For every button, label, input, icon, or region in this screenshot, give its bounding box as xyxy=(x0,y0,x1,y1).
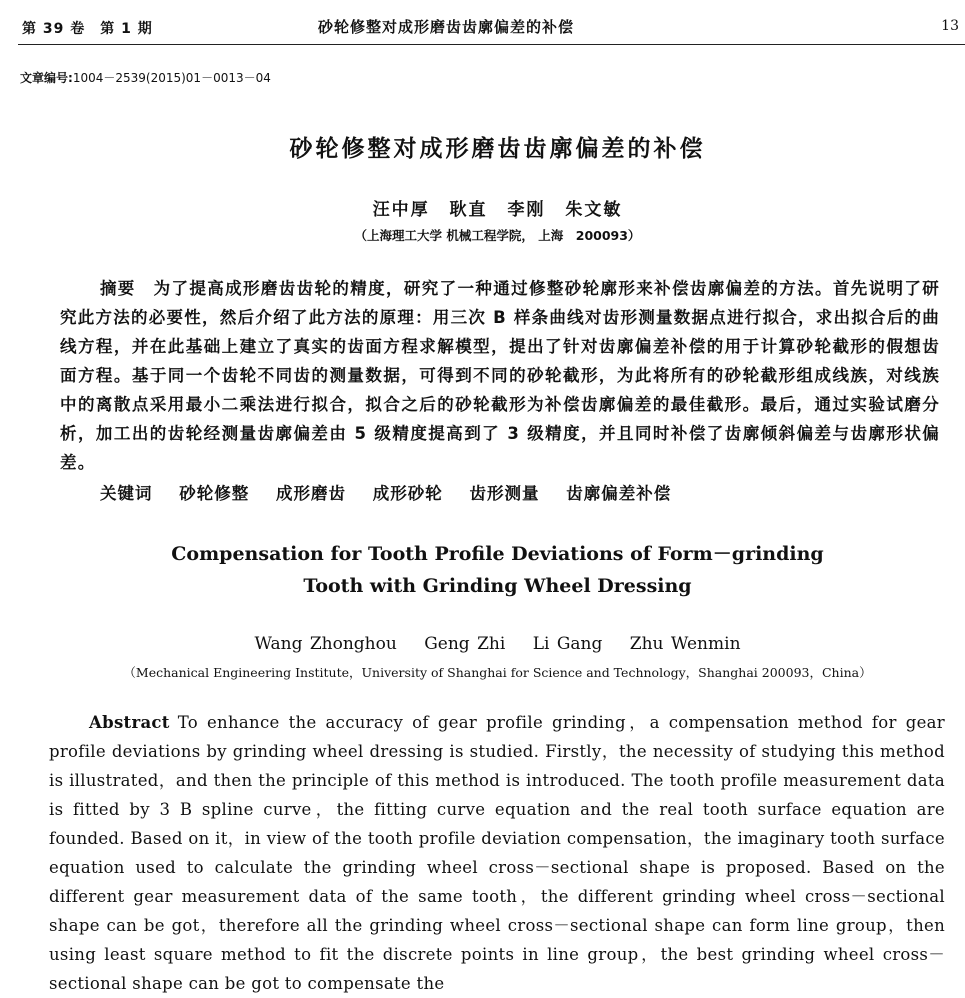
en-author: Wang Zhonghou xyxy=(254,634,397,654)
running-header xyxy=(0,0,965,44)
en-author: Zhu Wenmin xyxy=(629,634,741,654)
article-number-value: 1004－2539(2015)01－0013－04 xyxy=(72,71,271,85)
en-authors xyxy=(0,634,965,654)
running-title: 砂轮修整对成形磨齿齿廓偏差的补偿 xyxy=(318,18,575,36)
keyword: 砂轮修整 xyxy=(179,484,250,503)
cn-keywords xyxy=(100,480,691,504)
cn-author: 朱文敏 xyxy=(565,200,623,220)
en-author: Li Gang xyxy=(532,634,603,654)
en-abstract-label: Abstract xyxy=(89,713,170,732)
en-abstract xyxy=(49,708,945,998)
cn-abstract-label: 摘要 xyxy=(100,279,136,298)
en-title-line1: Compensation for Tooth Profile Deviations of Form－grinding xyxy=(171,543,824,565)
keyword: 成形磨齿 xyxy=(276,484,346,503)
en-title xyxy=(0,538,965,602)
article-number-label: 文章编号: xyxy=(20,71,73,85)
cn-keywords-label: 关键词 xyxy=(100,484,153,503)
volume-issue: 第 39 卷 第 1 期 xyxy=(22,21,153,37)
cn-authors xyxy=(0,195,965,220)
cn-abstract-text: 为了提高成形磨齿齿轮的精度，研究了一种通过修整砂轮廓形来补偿齿廓偏差的方法。首先说明了研究此方法的必要性，然后介绍了此方法的原理：用三次 B 样条曲线对齿形测量数据点进行拟合，求出拟合后的曲线方程，并在此基础上建立了真实的齿面方程求解模型，提出了针对齿廓偏差补偿的用于计算砂轮截形的假想齿面方程。基于同一个齿轮不同齿的测量数据，可得到不同的砂轮截形，为此将所有的砂轮截形组成线族，对线族中的离散点采用最小二乘法进行拟合，拟合之后的砂轮截形为补偿齿廓偏差的最佳截形。最后，通过实验试磨分析，加工出的齿轮经测量齿廓偏差由 5 级精度提高到了 3 级精度，并且同时补偿了齿廓倾斜偏差与齿廓形状偏差。 xyxy=(60,279,940,472)
cn-author: 李刚 xyxy=(507,200,546,220)
cn-abstract xyxy=(60,274,940,477)
page-number: 13 xyxy=(941,18,959,34)
cn-author: 汪中厚 xyxy=(372,200,430,220)
cn-author: 耿直 xyxy=(449,200,488,220)
cn-title: 砂轮修整对成形磨齿齿廓偏差的补偿 xyxy=(289,136,706,162)
en-abstract-text: To enhance the accuracy of gear profile grinding，a compensation method for gear profile deviations by grinding wheel dressing is studied. Firstly，the necessity of studying this method is illustrated，and then the principle of this method is introduced. The tooth profile measurement data is fitted by 3 B spline curve，the fitting curve equation and the real tooth surface equation are founded. Based on it，in view of the tooth profile deviation compensation，the imaginary tooth surface equation used to calculate the grinding wheel cross－sectional shape is proposed. Based on the different gear measurement data of the same tooth，the different grinding wheel cross－sectional shape can be got，therefore all the grinding wheel cross－sectional shape can form line group，then using least square method to fit the discrete points in line group，the best grinding wheel cross－sectional shape can be got to compensate the xyxy=(49,713,945,993)
cn-affiliation: （上海理工大学 机械工程学院， 上海 200093） xyxy=(354,228,641,243)
keyword: 齿廓偏差补偿 xyxy=(566,484,672,503)
header-rule xyxy=(18,44,965,45)
en-affiliation: （Mechanical Engineering Institute，University of Shanghai for Science and Technology，Shanghai 200093，China） xyxy=(123,665,872,680)
keyword: 成形砂轮 xyxy=(372,484,443,503)
en-title-line2: Tooth with Grinding Wheel Dressing xyxy=(303,575,692,597)
keyword: 齿形测量 xyxy=(469,484,540,503)
article-number xyxy=(20,69,271,86)
en-author: Geng Zhi xyxy=(424,634,506,654)
